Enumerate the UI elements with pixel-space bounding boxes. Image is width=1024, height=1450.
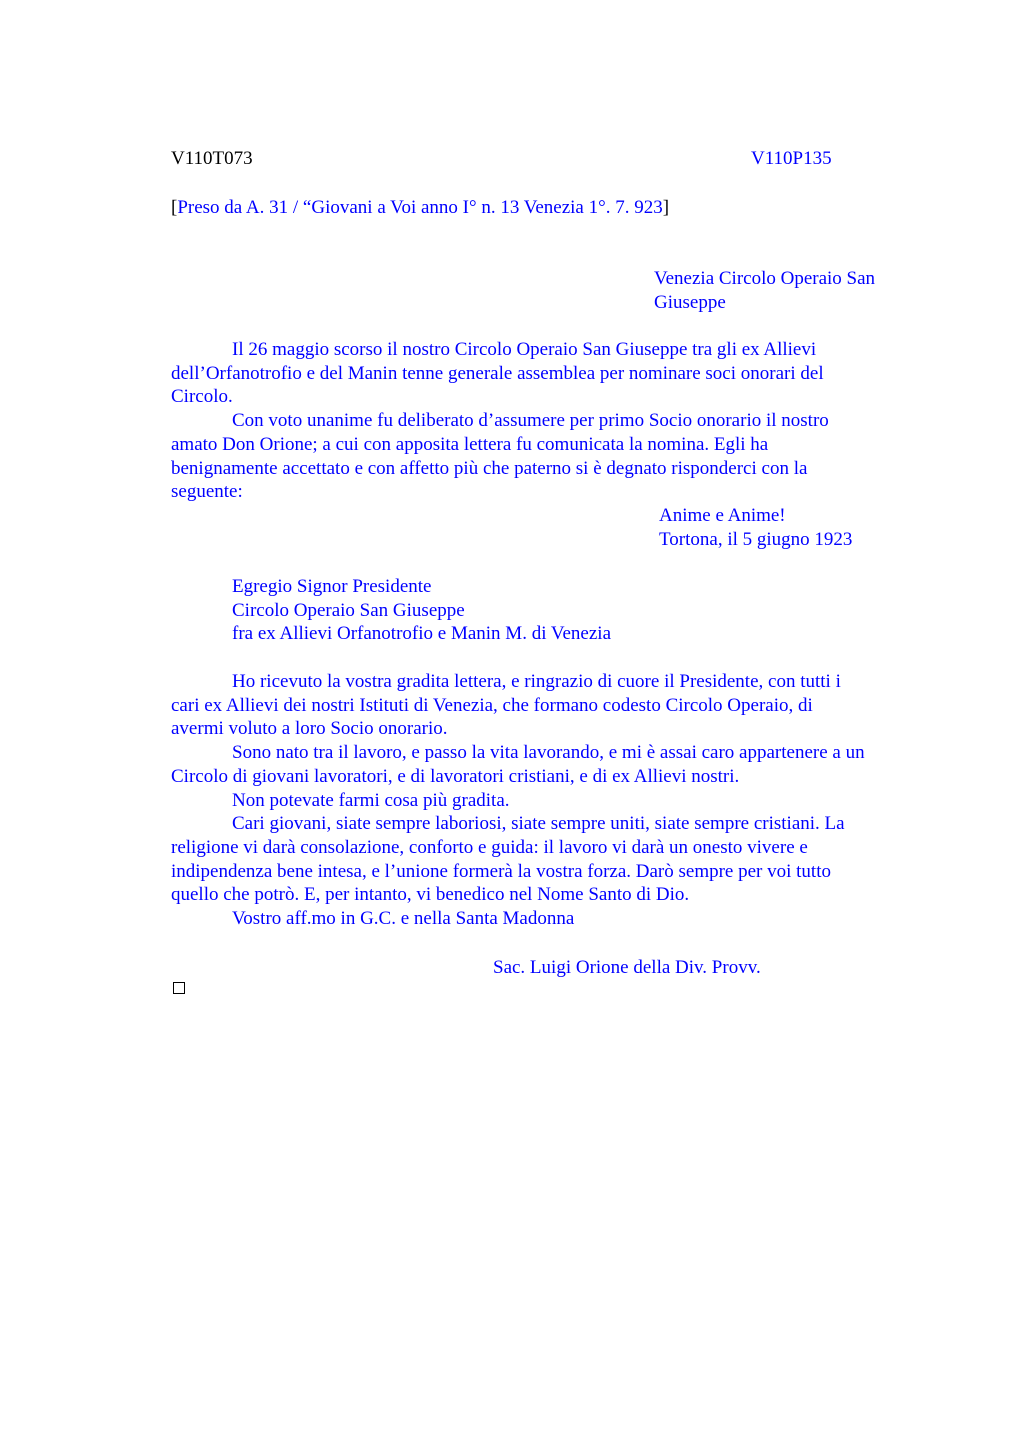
letter-p3-line1: Non potevate farmi cosa più gradita.: [232, 789, 510, 811]
intro-section: [171, 338, 829, 504]
place-heading: [654, 267, 875, 314]
letter-p1-line3: avermi voluto a loro Socio onorario.: [171, 718, 448, 740]
letter-p2-line1: Sono nato tra il lavoro, e passo la vita lavorando, e mi è assai caro appartenere a un: [232, 742, 865, 764]
addressee-line2: Circolo Operaio San Giuseppe: [232, 599, 465, 621]
signature: Sac. Luigi Orione della Div. Provv.: [493, 957, 761, 978]
intro-paragraph-2: [171, 409, 829, 504]
letter-paragraph-4: [171, 812, 865, 907]
intro-paragraph-1: [171, 338, 829, 409]
addressee-block: [232, 575, 611, 646]
intro-p2-line3: benignamente accettato e con affetto più che paterno si è degnato risponderci con la: [171, 457, 808, 479]
letter-p1-line2: cari ex Allievi dei nostri Istituti di Venezia, che formano codesto Circolo Operaio, di: [171, 694, 813, 716]
source-note: [171, 196, 669, 220]
letter-body: [171, 670, 865, 931]
letter-paragraph-2: [171, 741, 865, 788]
letter-p2-line2: Circolo di giovani lavoratori, e di lavoratori cristiani, e di ex Allievi nostri.: [171, 765, 740, 787]
source-note-open-bracket: [: [171, 197, 178, 218]
source-note-text: Preso da A. 31 / “Giovani a Voi anno I° n. 13 Venezia 1°. 7. 923: [177, 197, 663, 218]
letter-heading: [659, 504, 852, 551]
addressee-line1: Egregio Signor Presidente: [232, 576, 432, 597]
place-heading-line1: Venezia Circolo Operaio San: [654, 268, 876, 289]
letter-paragraph-3: [171, 789, 865, 813]
source-note-close-bracket: ]: [662, 197, 670, 218]
letter-paragraph-5: [171, 907, 865, 931]
empty-square-icon: [173, 982, 185, 994]
letter-p5-line1: Vostro aff.mo in G.C. e nella Santa Madonna: [232, 908, 575, 930]
intro-p1-line1: Il 26 maggio scorso il nostro Circolo Operaio San Giuseppe tra gli ex Allievi: [232, 339, 817, 360]
intro-p2-line4: seguente:: [171, 481, 243, 503]
intro-p1-line3: Circolo.: [171, 386, 233, 408]
letter-motto: Anime e Anime!: [659, 505, 786, 526]
place-heading-line2: Giuseppe: [654, 291, 726, 313]
addressee-line3: fra ex Allievi Orfanotrofio e Manin M. di Venezia: [232, 623, 612, 645]
letter-date: Tortona, il 5 giugno 1923: [659, 528, 853, 550]
letter-p4-line1: Cari giovani, siate sempre laboriosi, siate sempre uniti, siate sempre cristiani. La: [232, 813, 845, 835]
letter-paragraph-1: [171, 670, 865, 741]
intro-p2-line1: Con voto unanime fu deliberato d’assumere per primo Socio onorario il nostro: [232, 410, 829, 432]
letter-p1-line1: Ho ricevuto la vostra gradita lettera, e ringrazio di cuore il Presidente, con tutti i: [232, 671, 841, 692]
letter-p4-line3: indipendenza bene intesa, e l’unione formerà la vostra forza. Darò sempre per voi tutto: [171, 860, 831, 882]
intro-p2-line2: amato Don Orione; a cui con apposita lettera fu comunicata la nomina. Egli ha: [171, 433, 769, 455]
header-left-code: V110T073: [171, 148, 253, 169]
letter-p4-line2: religione vi darà consolazione, conforto e guida: il lavoro vi darà un onesto vivere e: [171, 836, 808, 858]
intro-p1-line2: dell’Orfanotrofio e del Manin tenne generale assemblea per nominare soci onorari del: [171, 362, 824, 384]
header-right-code: V110P135: [751, 148, 832, 169]
letter-p4-line4: quello che potrò. E, per intanto, vi benedico nel Nome Santo di Dio.: [171, 884, 690, 906]
